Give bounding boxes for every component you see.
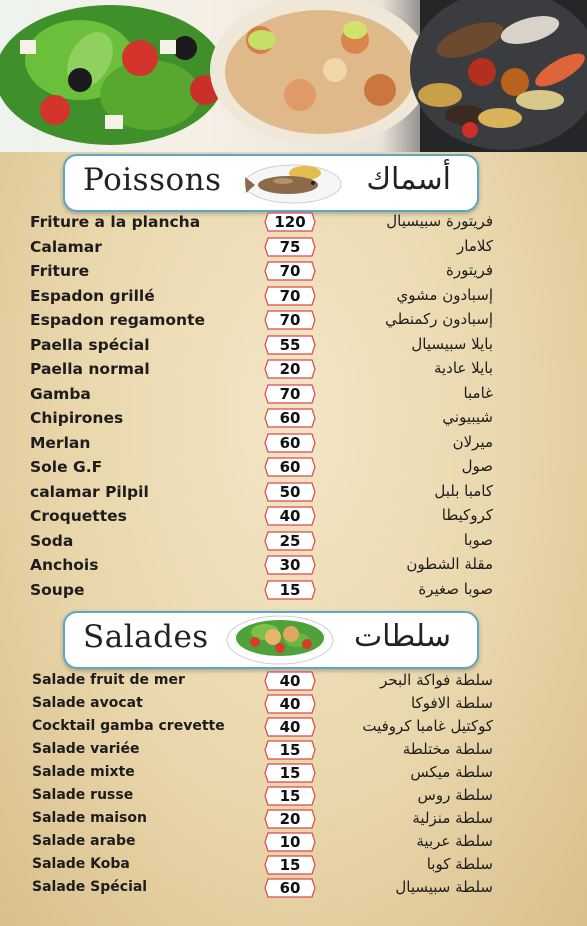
menu-item-name-ar: ميرلان [452, 432, 493, 451]
menu-item-price: 15 [279, 856, 301, 874]
menu-item-name: Paella spécial [30, 335, 150, 354]
menu-item-name: Salade arabe [32, 833, 136, 849]
price-tag [264, 408, 316, 428]
salad-dish-icon [225, 610, 335, 666]
menu-item-price: 15 [279, 787, 301, 805]
menu-item-row [0, 456, 587, 480]
menu-item-row [0, 358, 587, 382]
price-tag [264, 786, 316, 806]
price-tag [264, 212, 316, 232]
menu-item-name: Merlan [30, 433, 91, 452]
menu-item-name: Soda [30, 531, 74, 550]
menu-item-price: 70 [279, 286, 301, 305]
salades-title-ar: سلطات [353, 619, 451, 654]
menu-item-name: Chipirones [30, 409, 124, 427]
menu-item-price: 25 [279, 531, 301, 550]
menu-item-row [0, 260, 587, 284]
menu-item-name: Salade avocat [32, 695, 143, 711]
menu-item-name-ar: صوبا [463, 530, 493, 549]
menu-item-row [0, 716, 587, 740]
menu-item-name-ar: بايلا عادية [433, 359, 493, 377]
menu-item-price: 60 [279, 409, 301, 427]
price-tag [264, 335, 316, 355]
menu-item-name: Salade fruit de mer [32, 672, 185, 688]
price-tag [264, 261, 316, 281]
menu-item-row [0, 877, 587, 901]
menu-item-row [0, 285, 587, 309]
menu-item-price: 40 [279, 695, 301, 713]
menu-item-row [0, 831, 587, 855]
menu-item-name: Cocktail gamba crevette [32, 718, 225, 734]
menu-item-row [0, 432, 587, 456]
menu-item-name-ar: سلطة كوبا [426, 855, 493, 873]
menu-item-row [0, 334, 587, 358]
menu-item-price: 15 [279, 580, 301, 599]
price-tag [264, 433, 316, 453]
menu-item-name: Salade variée [32, 741, 140, 757]
menu-item-price: 60 [279, 433, 301, 452]
menu-item-row [0, 505, 587, 529]
price-tag [264, 531, 316, 551]
menu-item-row [0, 808, 587, 832]
menu-item-name-ar: سلطة مختلطة [402, 740, 493, 758]
menu-item-name-ar: شيبيوني [442, 408, 493, 426]
menu-item-name: calamar Pilpil [30, 482, 149, 501]
salades-section-header [63, 611, 479, 669]
menu-item-row [0, 693, 587, 717]
menu-item-name: Paella normal [30, 360, 150, 378]
menu-item-row [0, 236, 587, 260]
price-tag [264, 717, 316, 737]
menu-item-name: Calamar [30, 237, 102, 256]
menu-item-name: Gamba [30, 384, 91, 403]
menu-item-name-ar: كامبا بلبل [434, 481, 493, 500]
menu-item-price: 70 [279, 384, 301, 403]
menu-item-row [0, 785, 587, 809]
menu-item-name: Salade Koba [32, 856, 130, 872]
price-tag [264, 832, 316, 852]
menu-item-price: 10 [279, 833, 301, 851]
menu-item-price: 20 [279, 360, 301, 378]
menu-item-row [0, 579, 587, 603]
price-tag [264, 878, 316, 898]
menu-item-price: 55 [279, 335, 301, 354]
menu-item-row [0, 762, 587, 786]
price-tag [264, 855, 316, 875]
menu-item-name-ar: غامبا [463, 383, 493, 402]
menu-item-row [0, 407, 587, 431]
price-tag [264, 457, 316, 477]
menu-item-name: Croquettes [30, 507, 127, 525]
price-tag [264, 555, 316, 575]
menu-item-name-ar: سلطة عربية [416, 832, 493, 850]
price-tag [264, 286, 316, 306]
menu-item-price: 15 [279, 764, 301, 782]
price-tag [264, 310, 316, 330]
menu-item-name-ar: فريتورة سبيسيال [386, 212, 493, 230]
menu-item-price: 20 [279, 810, 301, 828]
price-tag [264, 384, 316, 404]
menu-item-price: 120 [274, 213, 306, 231]
menu-item-name-ar: كلامار [457, 236, 493, 255]
menu-item-price: 40 [279, 718, 301, 736]
menu-item-name: Friture [30, 262, 90, 280]
menu-item-name-ar: سلطة روس [417, 786, 493, 804]
menu-item-price: 75 [279, 237, 301, 256]
poissons-section-header [63, 154, 479, 212]
price-tag [264, 580, 316, 600]
price-tag [264, 671, 316, 691]
food-banner-image [0, 0, 587, 152]
menu-item-name-ar: صول [461, 457, 493, 475]
menu-item-price: 30 [279, 556, 301, 574]
menu-item-name-ar: سلطة منزلية [412, 809, 493, 827]
menu-item-row [0, 739, 587, 763]
menu-item-price: 50 [279, 482, 301, 501]
menu-item-price: 60 [279, 458, 301, 476]
poissons-title-ar: أسماك [366, 162, 451, 197]
price-tag [264, 694, 316, 714]
price-tag [264, 359, 316, 379]
menu-item-row [0, 211, 587, 235]
menu-item-row [0, 481, 587, 505]
menu-item-row [0, 383, 587, 407]
price-tag [264, 740, 316, 760]
price-tag [264, 482, 316, 502]
menu-item-name: Salade Spécial [32, 879, 148, 895]
menu-item-row [0, 530, 587, 554]
menu-item-name-ar: سلطة ميكس [410, 763, 493, 781]
menu-item-name: Espadon grillé [30, 286, 155, 305]
menu-item-name: Salade maison [32, 810, 147, 826]
price-tag [264, 763, 316, 783]
menu-item-row [0, 854, 587, 878]
menu-item-name-ar: كوكتيل غامبا كروفيت [362, 717, 493, 735]
menu-item-name: Sole G.F [30, 458, 103, 476]
price-tag [264, 506, 316, 526]
menu-item-name-ar: بايلا سبيسيال [411, 334, 493, 353]
menu-item-name-ar: فريتورة [446, 261, 493, 279]
menu-item-price: 15 [279, 741, 301, 759]
menu-item-price: 40 [279, 672, 301, 690]
menu-item-name-ar: سلطة فواكة البحر [380, 671, 493, 689]
menu-item-name-ar: إسبادون ركمنطي [385, 310, 493, 328]
menu-item-price: 40 [279, 507, 301, 525]
salades-title-fr: Salades [83, 619, 209, 655]
menu-item-name: Friture a la plancha [30, 213, 201, 231]
menu-item-name-ar: كروكيطا [441, 506, 493, 524]
price-tag [264, 237, 316, 257]
menu-item-price: 70 [279, 262, 301, 280]
menu-item-price: 60 [279, 879, 301, 897]
poissons-title-fr: Poissons [83, 162, 222, 198]
menu-item-name-ar: سلطة الافوكا [410, 694, 493, 712]
menu-item-name: Anchois [30, 556, 99, 574]
menu-item-row [0, 309, 587, 333]
menu-item-name: Espadon regamonte [30, 311, 206, 329]
fish-dish-icon [243, 159, 343, 205]
price-tag [264, 809, 316, 829]
menu-item-price: 70 [279, 311, 301, 329]
menu-item-name-ar: إسبادون مشوي [396, 285, 493, 304]
menu-item-name-ar: صوبا صغيرة [418, 579, 493, 598]
menu-item-name-ar: مقلة الشطون [406, 555, 493, 573]
menu-item-row [0, 670, 587, 694]
menu-item-name: Salade mixte [32, 764, 135, 780]
menu-item-name: Salade russe [32, 787, 134, 803]
menu-item-name-ar: سلطة سبيسيال [395, 878, 493, 896]
menu-item-row [0, 554, 587, 578]
menu-item-name: Soupe [30, 580, 85, 599]
